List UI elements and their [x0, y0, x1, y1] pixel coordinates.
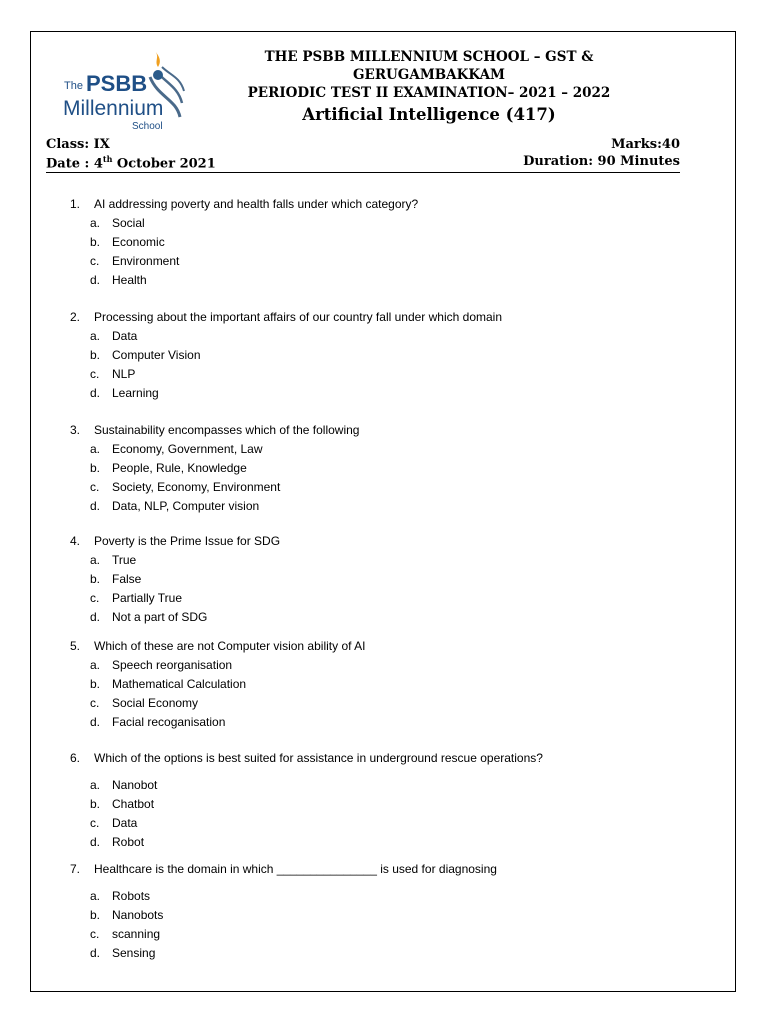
question-text-line: [70, 637, 710, 656]
answer-option: [70, 551, 710, 570]
option-text: scanning: [112, 926, 161, 941]
answer-option: [70, 832, 710, 851]
option-text: Not a part of SDG: [112, 609, 208, 624]
school-logo: [58, 47, 185, 135]
question-text: Sustainability encompasses which of the following: [94, 423, 360, 438]
answer-option: [70, 813, 710, 832]
option-text: Learning: [112, 385, 159, 400]
answer-option: [70, 607, 710, 626]
option-text: Data, NLP, Computer vision: [112, 498, 260, 513]
answer-option: [70, 214, 710, 233]
question-3: [70, 421, 710, 515]
option-text: Facial recoganisation: [112, 714, 226, 729]
option-text: Social Economy: [112, 695, 199, 710]
question-text-line: [70, 195, 710, 214]
option-letter: a.: [90, 553, 101, 568]
option-letter: b.: [90, 907, 101, 922]
option-text: True: [112, 553, 137, 568]
question-2: [70, 308, 710, 402]
option-letter: c.: [90, 926, 100, 941]
option-text: Health: [112, 272, 147, 287]
question-text: AI addressing poverty and health falls under which category?: [94, 197, 419, 212]
option-text: Society, Economy, Environment: [112, 479, 281, 494]
date-prefix: Date : 4: [46, 156, 103, 172]
school-name: THE PSBB MILLENNIUM SCHOOL – GST & GERUGAMBAKKAM: [264, 49, 594, 83]
spacer: [70, 879, 710, 887]
option-letter: d.: [90, 945, 101, 960]
question-text-line: [70, 532, 710, 551]
option-text: Mathematical Calculation: [112, 676, 247, 691]
answer-option: [70, 346, 710, 365]
question-number: 5.: [70, 639, 81, 654]
question-text: Which of the options is best suited for assistance in underground rescue operations?: [94, 751, 543, 766]
option-text: Data: [112, 329, 138, 344]
question-number: 1.: [70, 197, 81, 212]
option-letter: c.: [90, 590, 100, 605]
answer-option: [70, 943, 710, 962]
question-text: Healthcare is the domain in which _______________ is used for diagnosing: [94, 862, 497, 877]
answer-option: [70, 887, 710, 906]
question-number: 3.: [70, 423, 81, 438]
answer-option: [70, 675, 710, 694]
option-letter: d.: [90, 714, 101, 729]
option-text: Data: [112, 815, 138, 830]
date-duration-row: [46, 154, 680, 173]
question-text-line: [70, 749, 710, 768]
answer-option: [70, 924, 710, 943]
duration-label: Duration: 90 Minutes: [523, 154, 680, 169]
question-number: 4.: [70, 534, 81, 549]
option-letter: d.: [90, 385, 101, 400]
option-text: Computer Vision: [112, 347, 201, 362]
date-label: [46, 154, 216, 171]
exam-title: PERIODIC TEST II EXAMINATION– 2021 – 2022: [247, 85, 611, 101]
option-letter: a.: [90, 658, 101, 673]
question-number: 7.: [70, 862, 81, 877]
option-text: Robot: [112, 834, 145, 849]
question-7: [70, 860, 710, 962]
option-letter: b.: [90, 234, 101, 249]
option-text: Speech reorganisation: [112, 658, 233, 673]
option-letter: a.: [90, 329, 101, 344]
option-text: Partially True: [112, 590, 183, 605]
answer-option: [70, 795, 710, 814]
option-text: People, Rule, Knowledge: [112, 460, 247, 475]
option-letter: b.: [90, 676, 101, 691]
class-marks-row: [46, 137, 680, 152]
exam-header: [190, 48, 668, 126]
option-letter: a.: [90, 778, 101, 793]
option-text: Nanobots: [112, 907, 164, 922]
option-letter: a.: [90, 442, 101, 457]
question-text: Poverty is the Prime Issue for SDG: [94, 534, 281, 549]
option-letter: b.: [90, 796, 101, 811]
question-1: [70, 195, 710, 289]
answer-option: [70, 364, 710, 383]
date-suffix: October 2021: [112, 156, 216, 172]
option-text: Economic: [112, 234, 165, 249]
option-text: Chatbot: [112, 796, 155, 811]
question-5: [70, 637, 710, 731]
answer-option: [70, 233, 710, 252]
answer-option: [70, 693, 710, 712]
answer-option: [70, 712, 710, 731]
answer-option: [70, 251, 710, 270]
option-letter: b.: [90, 347, 101, 362]
answer-option: [70, 383, 710, 402]
subject-title: Artificial Intelligence (417): [302, 105, 556, 124]
logo-text-millennium: Millennium: [63, 97, 164, 120]
question-text-line: [70, 308, 710, 327]
answer-option: [70, 570, 710, 589]
answer-option: [70, 440, 710, 459]
question-4: [70, 532, 710, 626]
option-letter: d.: [90, 272, 101, 287]
question-text: Which of these are not Computer vision ability of AI: [94, 639, 366, 654]
option-letter: d.: [90, 834, 101, 849]
logo-text-school: School: [132, 121, 163, 132]
option-text: Nanobot: [112, 778, 158, 793]
answer-option: [70, 776, 710, 795]
logo-text-the: The: [64, 80, 83, 92]
answer-option: [70, 270, 710, 289]
option-letter: c.: [90, 479, 100, 494]
option-letter: b.: [90, 571, 101, 586]
answer-option: [70, 327, 710, 346]
date-sup: th: [102, 154, 113, 164]
question-text: Processing about the important affairs of our country fall under which domain: [94, 310, 502, 325]
option-text: False: [112, 571, 142, 586]
question-number: 2.: [70, 310, 81, 325]
option-letter: c.: [90, 366, 100, 381]
logo-text-psbb: PSBB: [86, 71, 148, 96]
answer-option: [70, 906, 710, 925]
marks-label: Marks:40: [611, 137, 680, 152]
option-text: Economy, Government, Law: [112, 442, 263, 457]
option-letter: a.: [90, 216, 101, 231]
answer-option: [70, 477, 710, 496]
option-text: NLP: [112, 366, 136, 381]
answer-option: [70, 459, 710, 478]
question-text-line: [70, 421, 710, 440]
option-letter: b.: [90, 460, 101, 475]
option-text: Environment: [112, 253, 180, 268]
option-letter: c.: [90, 815, 100, 830]
answer-option: [70, 588, 710, 607]
question-6: [70, 749, 710, 851]
option-letter: a.: [90, 889, 101, 904]
option-letter: d.: [90, 609, 101, 624]
option-text: Robots: [112, 889, 151, 904]
spacer: [70, 768, 710, 776]
option-text: Social: [112, 216, 145, 231]
option-text: Sensing: [112, 945, 156, 960]
answer-option: [70, 656, 710, 675]
answer-option: [70, 496, 710, 515]
question-number: 6.: [70, 751, 81, 766]
option-letter: c.: [90, 695, 100, 710]
question-text-line: [70, 860, 710, 879]
option-letter: c.: [90, 253, 100, 268]
class-label: Class: IX: [46, 137, 110, 152]
option-letter: d.: [90, 498, 101, 513]
